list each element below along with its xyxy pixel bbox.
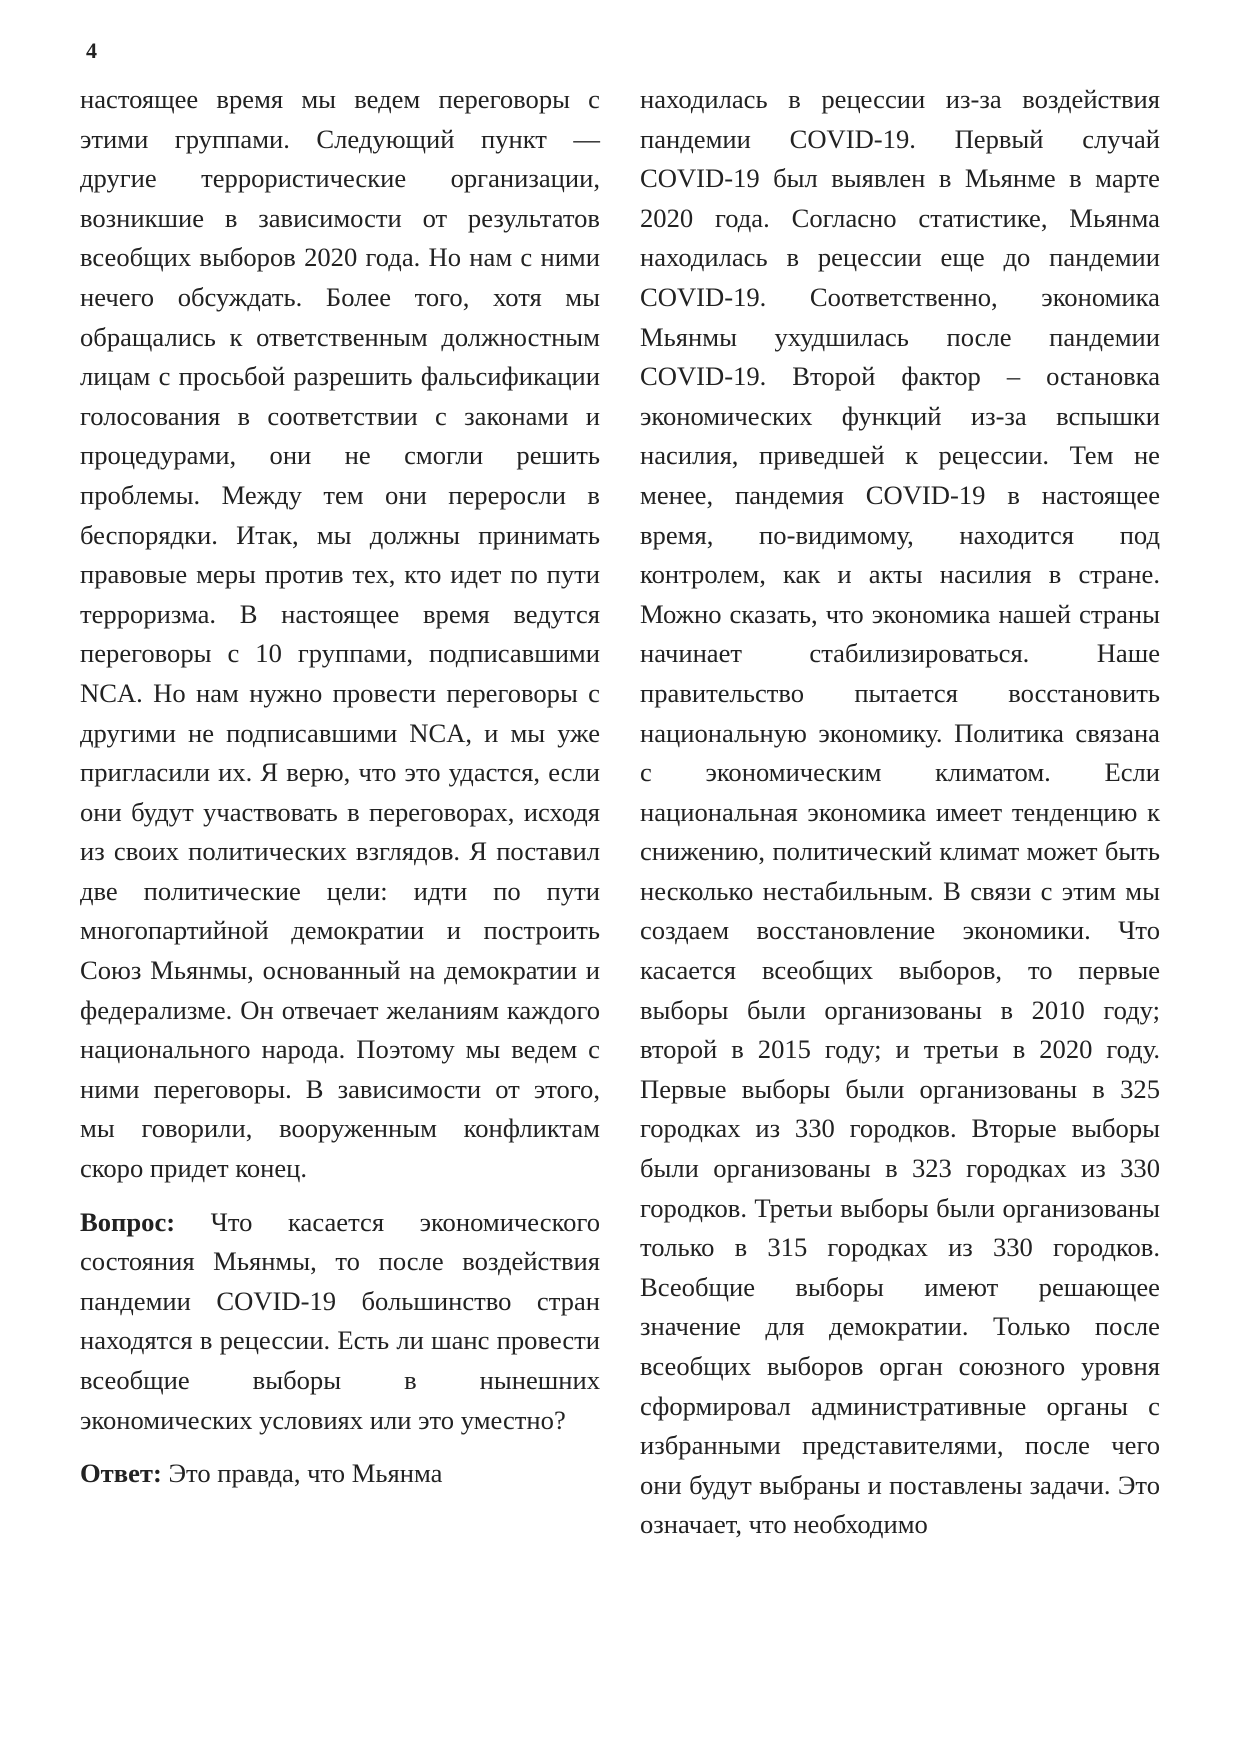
answer-text: Это правда, что Мьянма	[161, 1458, 443, 1489]
question-paragraph	[80, 1203, 600, 1441]
question-label: Вопрос:	[80, 1206, 176, 1237]
question-text: Что касается экономического состояния Мьянмы, то после воздействия пандемии COVID-19 большинство стран находятся в рецессии. Есть ли шанс провести всеобщие выборы в нынешних экономических условиях или это уместно?	[80, 1206, 600, 1435]
left-column	[80, 80, 600, 1508]
page-number: 4	[86, 38, 97, 63]
body-paragraph: настоящее время мы ведем переговоры с этими группами. Следующий пункт — другие террористические организации, возникшие в зависимости от результатов всеобщих выборов 2020 года. Но нам с ними нечего обсуждать. Более того, хотя мы обращались к ответственным должностным лицам с просьбой разрешить фальсификации голосования в соответствии с законами и процедурами, они не смогли решить проблемы. Между тем они переросли в беспорядки. Итак, мы должны принимать правовые меры против тех, кто идет по пути терроризма. В настоящее время ведутся переговоры с 10 группами, подписавшими NCA. Но нам нужно провести переговоры с другими не подписавшими NCA, и мы уже пригласили их. Я верю, что это удастся, если они будут участвовать в переговорах, исходя из своих политических взглядов. Я поставил две политические цели: идти по пути многопартийной демократии и построить Союз Мьянмы, основанный на демократии и федерализме. Он отвечает желаниям каждого национального народа. Поэтому мы ведем с ними переговоры. В зависимости от этого, мы говорили, вооруженным конфликтам скоро придет конец.	[80, 84, 600, 1184]
body-paragraph: находилась в рецессии из-за воздействия пандемии COVID-19. Первый случай COVID-19 был выявлен в Мьянме в марте 2020 года. Согласно статистике, Мьянма находилась в рецессии еще до пандемии COVID-19. Соответственно, экономика Мьянмы ухудшилась после пандемии COVID-19. Второй фактор – остановка экономических функций из-за вспышки насилия, приведшей к рецессии. Тем не менее, пандемия COVID-19 в настоящее время, по-видимому, находится под контролем, как и акты насилия в стране. Можно сказать, что экономика нашей страны начинает стабилизироваться. Наше правительство пытается восстановить национальную экономику. Политика связана с экономическим климатом. Если национальная экономика имеет тенденцию к снижению, политический климат может быть несколько нестабильным. В связи с этим мы создаем восстановление экономики. Что касается всеобщих выборов, то первые выборы были организованы в 2010 году; второй в 2015 году; и третьи в 2020 году. Первые выборы были организованы в 325 городках из 330 городков. Вторые выборы были организованы в 323 городках из 330 городков. Третьи выборы были организованы только в 315 городках из 330 городков. Всеобщие выборы имеют решающее значение для демократии. Только после всеобщих выборов орган союзного уровня сформировал административные органы с избранными представителями, после чего они будут выбраны и поставлены задачи. Это означает, что необходимо	[640, 84, 1160, 1540]
answer-paragraph	[80, 1454, 600, 1494]
right-column	[640, 80, 1160, 1559]
answer-label: Ответ:	[80, 1458, 162, 1489]
